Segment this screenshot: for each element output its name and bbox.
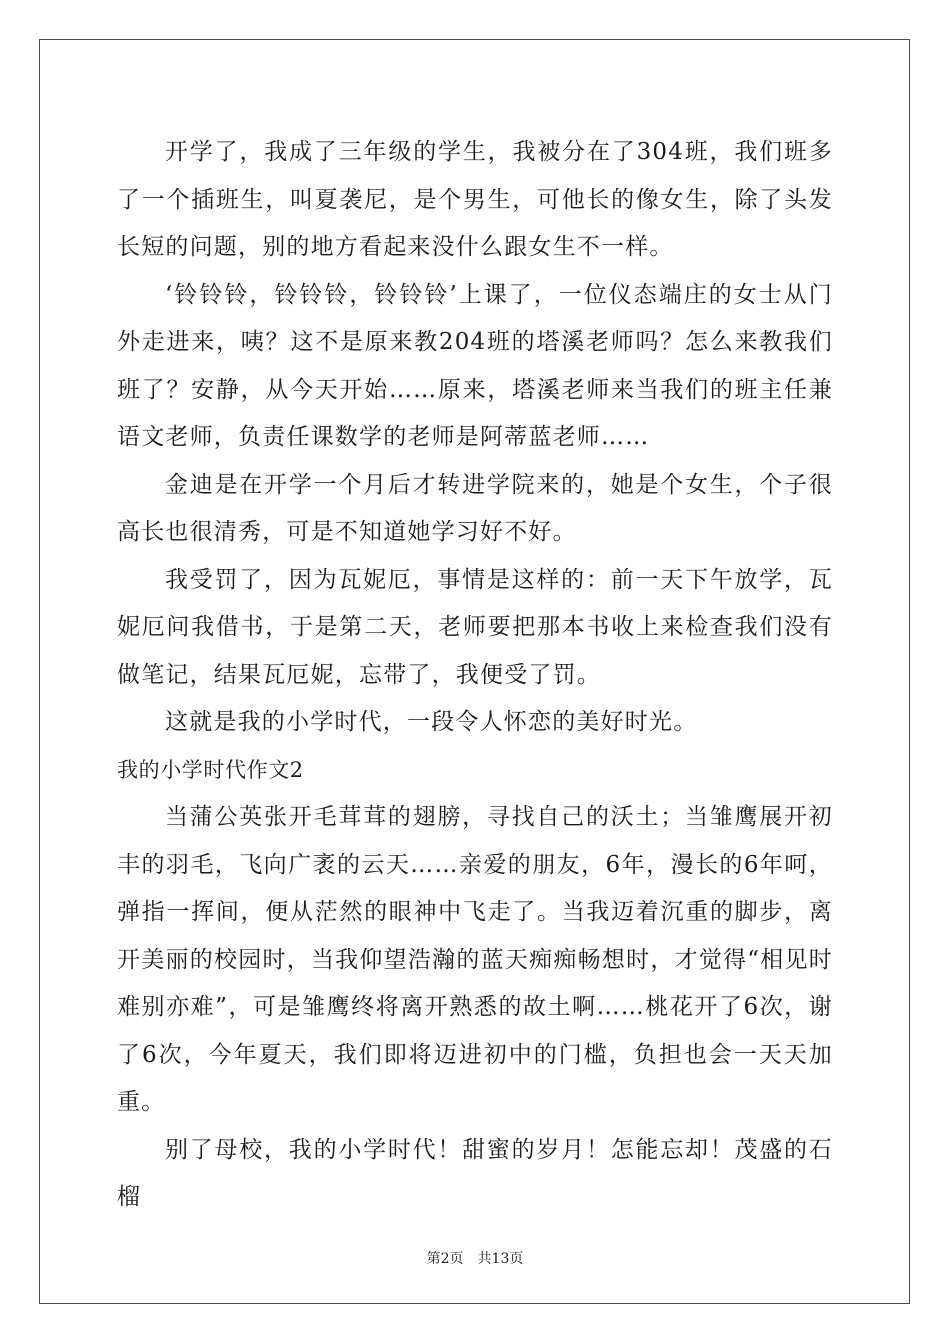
section-heading: 我的小学时代作文2 [117, 757, 304, 782]
paragraph-2: ‘铃铃铃，铃铃铃，铃铃铃’上课了，一位仪态端庄的女士从门外走进来，咦？这不是原来教204班的塔溪老师吗？怎么来教我们班了？安静，从今天开始……原来，塔溪老师来当我们的班主任兼语文老师，负责任课数学的老师是阿蒂蓝老师…… [117, 281, 833, 450]
paragraph-3: 金迪是在开学一个月后才转进学院来的，她是个女生，个子很高长也很清秀，可是不知道她学习好不好。 [117, 471, 833, 545]
document-body [117, 129, 833, 1222]
paragraph-1: 开学了，我成了三年级的学生，我被分在了304班，我们班多了一个插班生，叫夏袭尼，是个男生，可他长的像女生，除了头发长短的问题，别的地方看起来没什么跟女生不一样。 [117, 139, 833, 260]
paragraph-7: 别了母校，我的小学时代！甜蜜的岁月！怎能忘却！茂盛的石榴 [117, 1136, 833, 1210]
paragraph-4: 我受罚了，因为瓦妮厄，事情是这样的：前一天下午放学，瓦妮厄问我借书，于是第二天，老师要把那本书收上来检查我们没有做笔记，结果瓦厄妮，忘带了，我便受了罚。 [117, 566, 833, 688]
paragraph-6: 当蒲公英张开毛茸茸的翅膀，寻找自己的沃土；当雏鹰展开初丰的羽毛，飞向广袤的云天……亲爱的朋友，6年，漫长的6年呵，弹指一挥间，便从茫然的眼神中飞走了。当我迈着沉重的脚步，离开美丽的校园时，当我仰望浩瀚的蓝天痴痴畅想时，才觉得“相见时难别亦难”，可是雏鹰终将离开熟悉的故土啊……桃花开了6次，谢了6次，今年夏天，我们即将迈进初中的门槛，负担也会一天天加重。 [117, 804, 833, 1115]
paragraph-5: 这就是我的小学时代，一段令人怀恋的美好时光。 [165, 709, 698, 735]
page-number-footer: 第2页 共13页 [426, 1251, 524, 1267]
